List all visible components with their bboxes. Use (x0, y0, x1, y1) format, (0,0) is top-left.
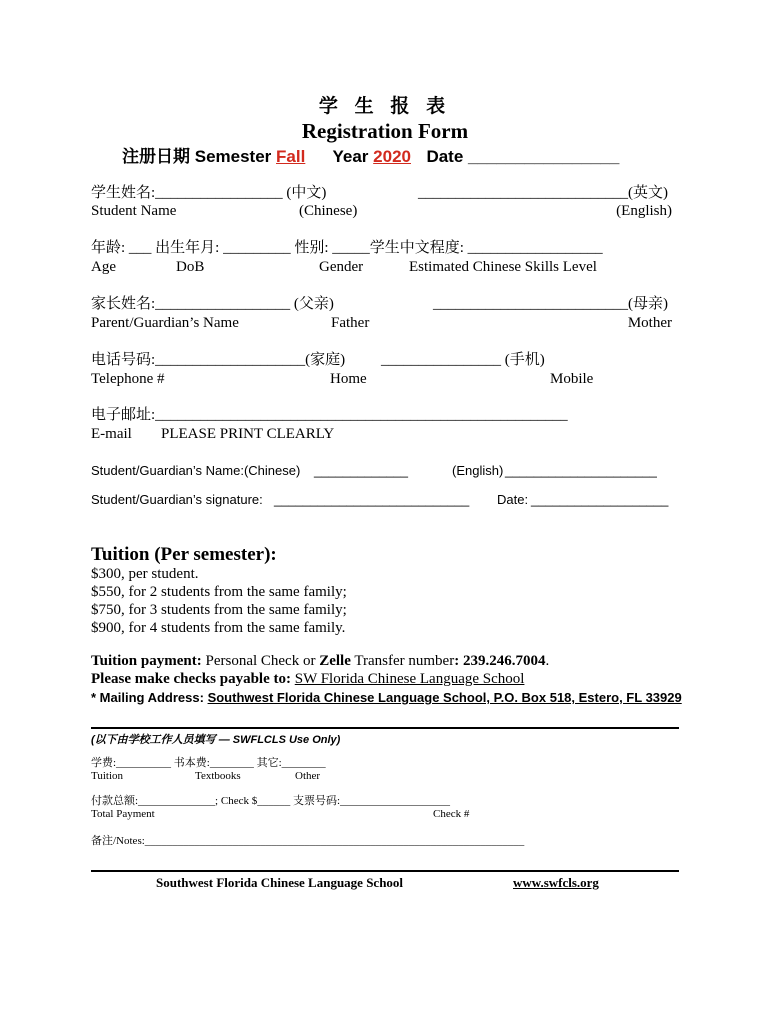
mailing-address-label: * Mailing Address: (91, 690, 204, 705)
guardian-name-english-label: (English) (452, 463, 504, 478)
year-label: Year (332, 147, 369, 166)
tuition-line-3: $750, for 3 students from the same family; (91, 602, 347, 618)
office-other-label: Other (295, 770, 321, 782)
mobile-label: Mobile (550, 371, 594, 387)
footer-website-link[interactable]: www.swfcls.org (513, 875, 599, 890)
print-clearly-note: PLEASE PRINT CLEARLY (161, 426, 335, 442)
mother-label: Mother (627, 315, 672, 331)
year-value[interactable]: 2020 (373, 147, 411, 166)
zelle-label: Zelle (319, 653, 351, 669)
checks-payable-line (91, 672, 524, 687)
student-name-label: Student Name (91, 203, 177, 219)
tuition-line-1: $300, per student. (91, 566, 199, 582)
mailing-address-line (91, 691, 682, 704)
footer-divider (91, 870, 679, 872)
office-divider-top (91, 727, 679, 729)
title-english: Registration Form (301, 119, 469, 143)
tuition-line-2: $550, for 2 students from the same family; (91, 584, 347, 600)
guardian-signature-field[interactable]: ___________________________ (274, 492, 470, 507)
parent-name-mother-field[interactable]: __________________________(母亲) (433, 296, 668, 312)
office-check-label: Check # (433, 808, 470, 820)
student-name-cn-field[interactable]: 学生姓名:_________________ (中文) (91, 185, 327, 201)
period: . (545, 653, 550, 669)
age-dob-gender-field[interactable]: 年龄: ___ 出生年月: _________ 性别: _____学生中文程度: __________________ (91, 240, 603, 256)
office-fees-field[interactable]: 学费:__________ 书本费:________ 其它:________ (91, 757, 326, 769)
dob-label: DoB (176, 259, 205, 275)
registration-date-line (122, 148, 619, 165)
zelle-number: : 239.246.7004 (454, 653, 546, 669)
skills-level-label: Estimated Chinese Skills Level (409, 259, 597, 275)
guardian-signature-label: Student/Guardian’s signature: (91, 492, 263, 507)
english-label: (English) (616, 203, 672, 219)
age-label: Age (91, 259, 116, 275)
email-field[interactable]: 电子邮址:_______________________________________________________ (91, 407, 568, 423)
semester-label: Semester (194, 147, 272, 166)
home-label: Home (330, 371, 367, 387)
date-label: Date (426, 147, 464, 166)
payment-text: Personal Check or (205, 653, 316, 669)
student-name-en-field[interactable]: ____________________________(英文) (418, 185, 668, 201)
chinese-label: (Chinese) (299, 203, 358, 219)
office-textbooks-label: Textbooks (195, 770, 241, 782)
email-label: E-mail (91, 426, 132, 442)
footer-school-name: Southwest Florida Chinese Language School (156, 875, 404, 890)
transfer-text: Transfer number (354, 653, 455, 669)
telephone-home-field[interactable]: 电话号码:____________________(家庭) (91, 352, 346, 368)
payment-label: Tuition payment: (91, 653, 202, 669)
guardian-date-label: Date: (497, 492, 529, 507)
office-total-field[interactable]: 付款总额:______________; Check $______ 支票号码:____________________ (91, 795, 451, 807)
office-tuition-label: Tuition (91, 770, 124, 782)
guardian-name-english-field[interactable]: _____________________ (505, 463, 657, 478)
office-notes-field[interactable]: 备注/Notes:_____________________________________________________________________ (91, 835, 525, 847)
telephone-mobile-field[interactable]: ________________ (手机) (381, 352, 545, 368)
gender-label: Gender (319, 259, 364, 275)
tuition-line-4: $900, for 4 students from the same family. (91, 620, 346, 636)
parent-name-label: Parent/Guardian’s Name (91, 315, 239, 331)
office-total-label: Total Payment (91, 808, 155, 820)
checks-payable-label: Please make checks payable to: (91, 671, 291, 687)
telephone-label: Telephone # (91, 371, 165, 387)
checks-payee: SW Florida Chinese Language School (294, 671, 525, 687)
mailing-address: Southwest Florida Chinese Language School, P.O. Box 518, Estero, FL 33929 (207, 690, 682, 705)
title-chinese: 学 生 报 表 (318, 96, 452, 117)
tuition-heading: Tuition (Per semester): (91, 544, 277, 565)
tuition-payment-line (91, 654, 549, 669)
office-use-header: (以下由学校工作人员填写 — SWFLCLS Use Only) (91, 734, 341, 746)
date-field[interactable]: ________________ (468, 147, 620, 166)
reg-date-cn: 注册日期 (122, 147, 190, 166)
guardian-name-chinese-field[interactable]: _____________ (314, 463, 408, 478)
guardian-name-chinese-label: Student/Guardian’s Name:(Chinese) (91, 463, 301, 478)
father-label: Father (331, 315, 370, 331)
parent-name-father-field[interactable]: 家长姓名:__________________ (父亲) (91, 296, 334, 312)
semester-value[interactable]: Fall (276, 147, 306, 166)
guardian-date-field[interactable]: ___________________ (531, 492, 669, 507)
